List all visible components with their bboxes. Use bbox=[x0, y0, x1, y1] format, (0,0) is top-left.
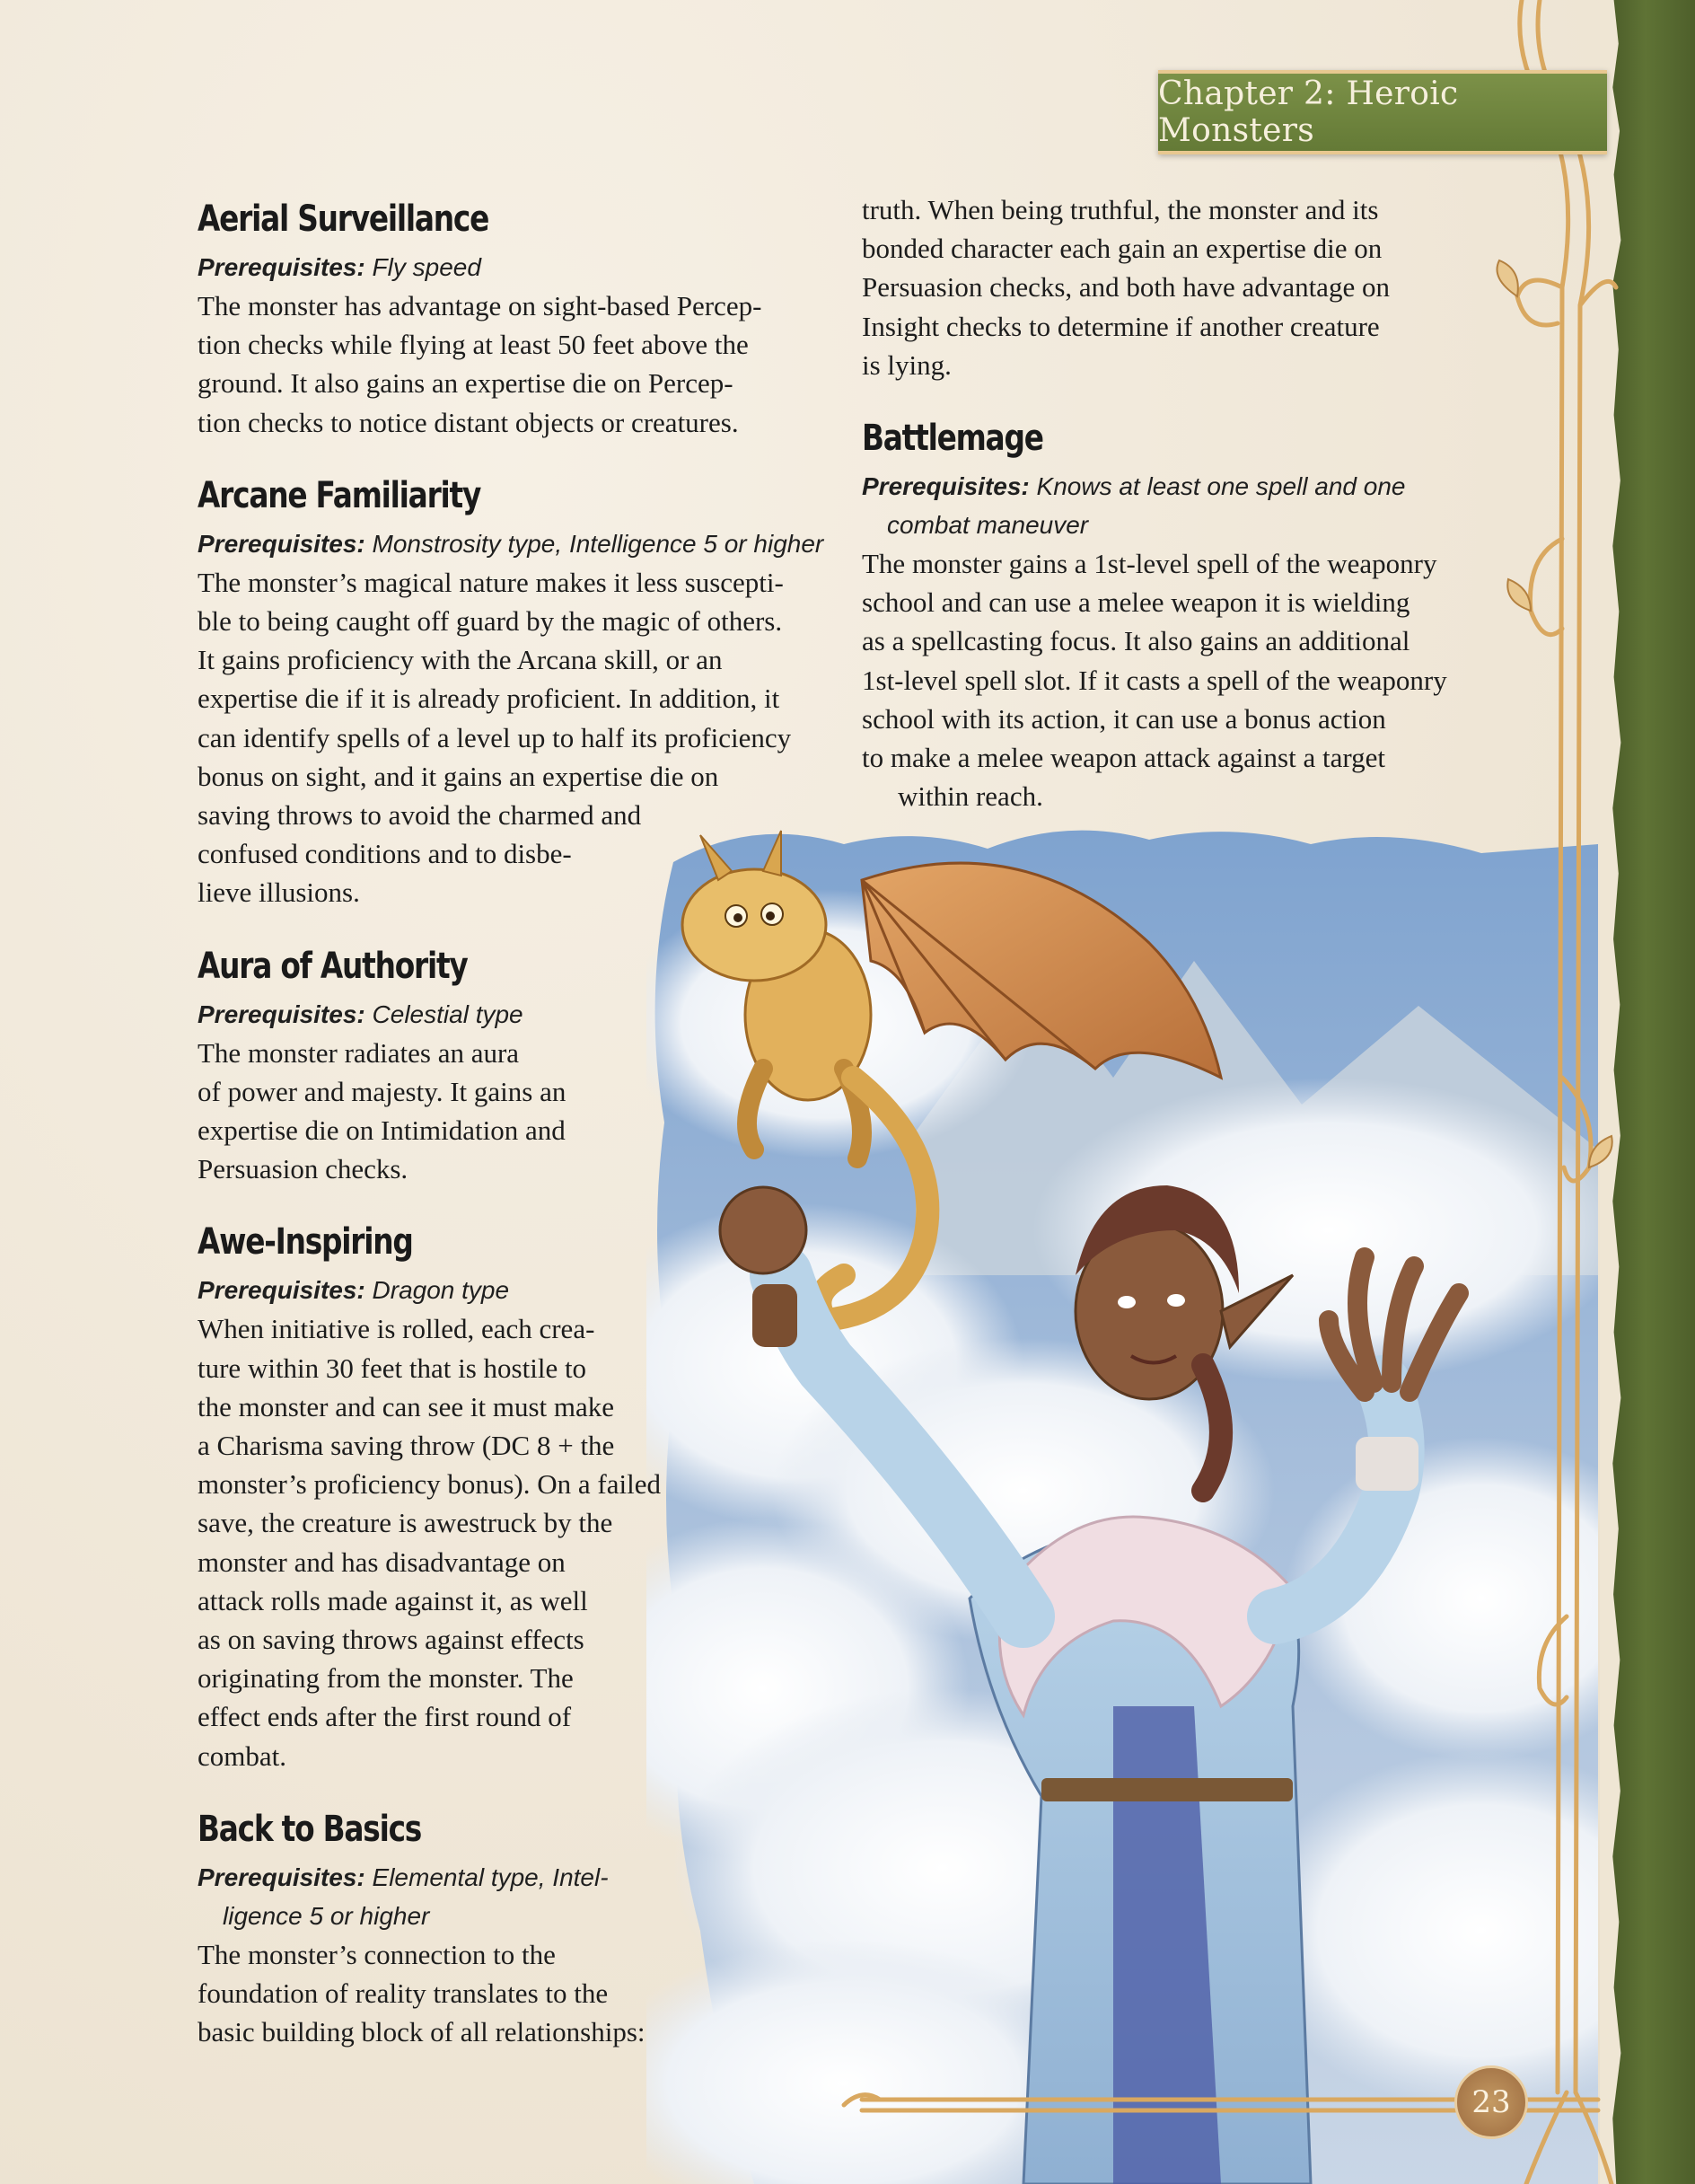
feature-description bbox=[198, 1935, 826, 2052]
prereq-text: Celestial type bbox=[372, 1000, 523, 1028]
body-line: It gains proficiency with the Arcana skill, or an bbox=[198, 644, 723, 676]
body-line: truth. When being truthful, the monster and its bbox=[862, 194, 1379, 225]
body-line: ground. It also gains an expertise die on Percep- bbox=[198, 367, 733, 400]
body-line: foundation of reality translates to the bbox=[198, 1977, 609, 2010]
prerequisites bbox=[198, 1858, 826, 1935]
body-line: expertise die on Intimidation and bbox=[198, 1114, 566, 1147]
feature-awe-inspiring bbox=[198, 1219, 826, 1774]
body-line: ble to being caught off guard by the magic of others. bbox=[198, 605, 783, 638]
body-line: to make a melee weapon attack against a target bbox=[862, 742, 1385, 774]
continued-description bbox=[862, 190, 1481, 384]
body-line: 1st-level spell slot. If it casts a spell of the weaponry bbox=[862, 664, 1447, 696]
body-line: expertise die if it is already proficient. In addition, it bbox=[198, 682, 780, 715]
page-number: 23 bbox=[1454, 2065, 1528, 2139]
body-line: effect ends after the first round of bbox=[198, 1701, 572, 1733]
prerequisites bbox=[198, 1271, 826, 1309]
prereq-text: Knows at least one spell and one bbox=[1036, 472, 1406, 501]
body-line: Persuasion checks, and both have advantage on bbox=[862, 271, 1390, 304]
body-line: When initiative is rolled, each crea- bbox=[198, 1313, 595, 1345]
prereq-text: Monstrosity type, Intelligence 5 or higher bbox=[372, 529, 824, 558]
body-line: The monster has advantage on sight-based Percep- bbox=[198, 290, 762, 321]
body-line: is lying. bbox=[862, 348, 952, 381]
feature-title: Battlemage bbox=[862, 418, 1043, 460]
body-line: bonded character each gain an expertise die on bbox=[862, 233, 1383, 265]
body-line: monster’s proficiency bonus). On a failed bbox=[198, 1468, 661, 1501]
feature-aura-of-authority bbox=[198, 943, 826, 1189]
body-line: lieve illusions. bbox=[198, 876, 360, 909]
prereq-text: Fly speed bbox=[372, 253, 481, 281]
feature-title: Back to Basics bbox=[198, 1808, 422, 1850]
feature-description bbox=[862, 544, 1481, 815]
body-line: attack rolls made against it, as well bbox=[198, 1584, 588, 1616]
body-line: tion checks while flying at least 50 feet above the bbox=[198, 329, 749, 361]
body-line: originating from the monster. The bbox=[198, 1662, 574, 1695]
feature-title: Arcane Familiarity bbox=[198, 474, 481, 516]
prerequisites bbox=[862, 467, 1481, 544]
body-line: a Charisma saving throw (DC 8 + the bbox=[198, 1430, 615, 1462]
prereq-text: Dragon type bbox=[372, 1276, 510, 1305]
prerequisites bbox=[198, 248, 826, 286]
prereq-text: ligence 5 or higher bbox=[223, 1901, 430, 1930]
prereq-text: combat maneuver bbox=[887, 511, 1089, 540]
body-line: tion checks to notice distant objects or creatures. bbox=[198, 406, 739, 438]
body-line: Insight checks to determine if another creature bbox=[862, 310, 1380, 342]
body-line: as a spellcasting focus. It also gains an additional bbox=[862, 625, 1410, 657]
body-line: Persuasion checks. bbox=[198, 1153, 408, 1185]
feature-description bbox=[198, 563, 826, 912]
feature-aerial-surveillance bbox=[198, 196, 826, 442]
body-line: of power and majesty. It gains an bbox=[198, 1075, 566, 1107]
right-column bbox=[862, 190, 1481, 846]
prerequisites bbox=[198, 995, 826, 1034]
continued-text bbox=[862, 190, 1481, 384]
body-line: school with its action, it can use a bonus action bbox=[862, 702, 1386, 735]
left-column bbox=[198, 196, 826, 2083]
prereq-label: Prerequisites: bbox=[198, 1863, 365, 1891]
feature-description bbox=[198, 1034, 826, 1189]
prereq-label: Prerequisites: bbox=[198, 1000, 365, 1028]
body-line: ture within 30 feet that is hostile to bbox=[198, 1352, 587, 1384]
prereq-label: Prerequisites: bbox=[198, 529, 365, 558]
body-line: combat. bbox=[198, 1739, 286, 1772]
prerequisites bbox=[198, 524, 826, 563]
body-line: The monster radiates an aura bbox=[198, 1036, 520, 1069]
body-line: monster and has disadvantage on bbox=[198, 1546, 566, 1578]
prereq-text: Elemental type, Intel- bbox=[372, 1863, 609, 1891]
body-line: basic building block of all relationships: bbox=[198, 2016, 646, 2048]
feature-description bbox=[198, 1309, 826, 1774]
feature-title: Aerial Surveillance bbox=[198, 198, 489, 240]
body-line: save, the creature is awestruck by the bbox=[198, 1507, 613, 1539]
feature-battlemage bbox=[862, 415, 1481, 815]
feature-arcane-familiarity bbox=[198, 472, 826, 912]
prereq-label: Prerequisites: bbox=[862, 472, 1030, 501]
body-line: bonus on sight, and it gains an expertise die on bbox=[198, 760, 719, 792]
body-line: school and can use a melee weapon it is wielding bbox=[862, 586, 1410, 619]
prereq-label: Prerequisites: bbox=[198, 253, 365, 281]
chapter-title: Chapter 2: Heroic Monsters bbox=[1158, 75, 1459, 149]
body-line: confused conditions and to disbe- bbox=[198, 838, 572, 870]
body-line: can identify spells of a level up to half its proficiency bbox=[198, 721, 792, 753]
feature-description bbox=[198, 286, 826, 442]
body-line: the monster and can see it must make bbox=[198, 1390, 615, 1422]
feature-title: Aura of Authority bbox=[198, 945, 468, 987]
body-line: The monster gains a 1st-level spell of the weaponry bbox=[862, 548, 1437, 580]
body-line: The monster’s connection to the bbox=[198, 1938, 556, 1970]
chapter-banner bbox=[1158, 70, 1607, 154]
body-line: within reach. bbox=[898, 780, 1043, 813]
feature-back-to-basics bbox=[198, 1806, 826, 2052]
body-line: The monster’s magical nature makes it less suscepti- bbox=[198, 566, 784, 598]
prereq-label: Prerequisites: bbox=[198, 1276, 365, 1305]
body-line: saving throws to avoid the charmed and bbox=[198, 799, 642, 832]
body-line: as on saving throws against effects bbox=[198, 1624, 584, 1656]
feature-title: Awe-Inspiring bbox=[198, 1221, 413, 1264]
